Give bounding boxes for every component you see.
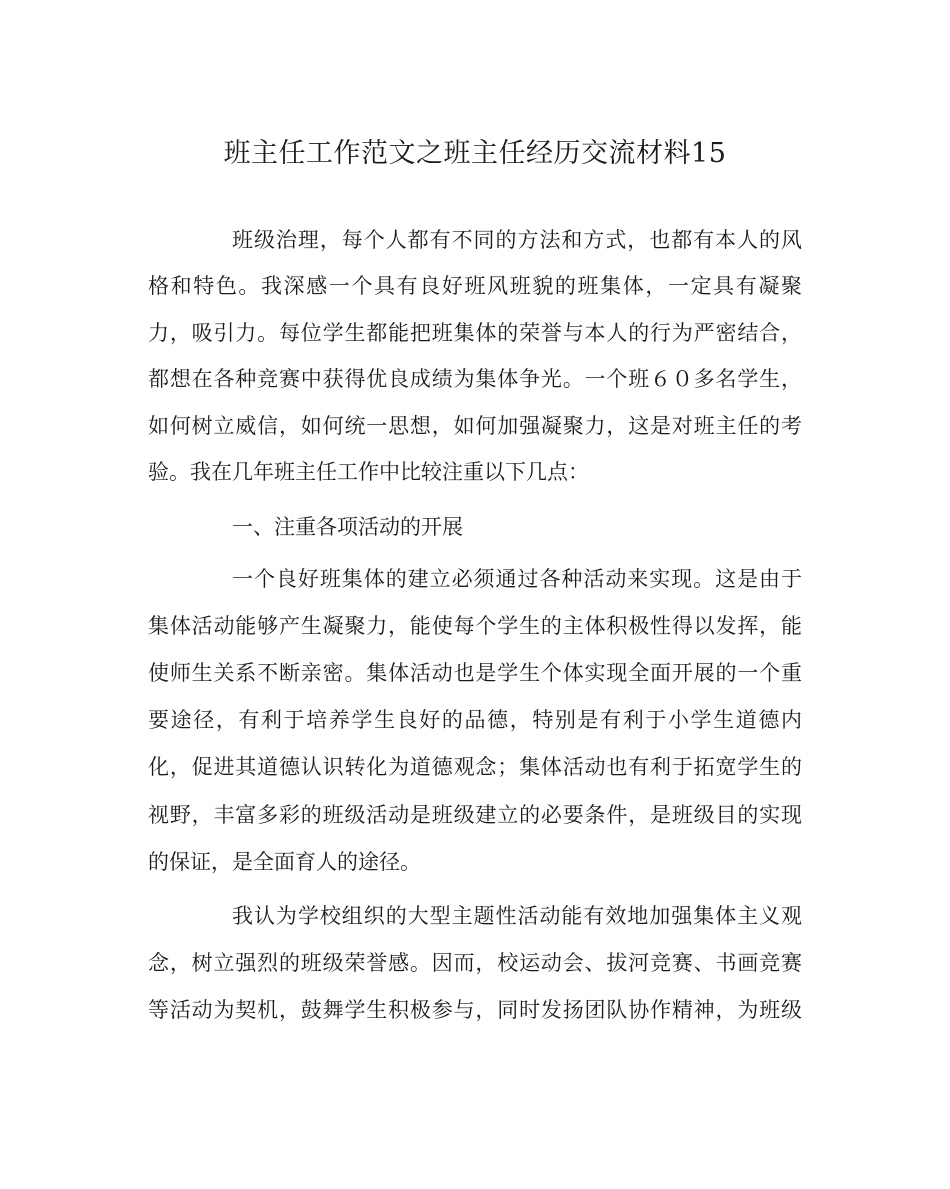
paragraph-line: 化，促进其道德认识转化为道德观念；集体活动也有利于拓宽学生的	[148, 755, 802, 779]
paragraph-line: 一个良好班集体的建立必须通过各种活动来实现。这是由于	[232, 567, 802, 591]
paragraph-line: 要途径，有利于培养学生良好的品德，特别是有利于小学生道德内	[148, 708, 802, 732]
document-title: 班主任工作范文之班主任经历交流材料15	[223, 138, 727, 169]
paragraph-line: 班级治理，每个人都有不同的方法和方式，也都有本人的风	[232, 228, 802, 252]
paragraph-line: 我认为学校组织的大型主题性活动能有效地加强集体主义观	[232, 904, 802, 928]
paragraph-line: 的保证，是全面育人的途径。	[148, 850, 421, 874]
paragraph-line: 念，树立强烈的班级荣誉感。因而，校运动会、拔河竞赛、书画竞赛	[148, 951, 802, 975]
paragraph-line: 格和特色。我深感一个具有良好班风班貌的班集体，一定具有凝聚	[148, 274, 802, 298]
paragraph-line: 力，吸引力。每位学生都能把班集体的荣誉与本人的行为严密结合，	[148, 321, 802, 345]
paragraph-line: 使师生关系不断亲密。集体活动也是学生个体实现全面开展的一个重	[148, 661, 802, 685]
paragraph-line: 验。我在几年班主任工作中比较注重以下几点：	[148, 460, 589, 484]
paragraph-line: 视野，丰富多彩的班级活动是班级建立的必要条件，是班级目的实现	[148, 803, 802, 827]
paragraph-line: 如何树立威信，如何统一思想，如何加强凝聚力，这是对班主任的考	[148, 414, 802, 438]
section-heading: 一、注重各项活动的开展	[232, 515, 463, 539]
paragraph-line: 等活动为契机，鼓舞学生积极参与，同时发扬团队协作精神，为班级	[148, 998, 802, 1022]
paragraph-line: 都想在各种竞赛中获得优良成绩为集体争光。一个班６０多名学生，	[148, 367, 802, 391]
paragraph-line: 集体活动能够产生凝聚力，能使每个学生的主体积极性得以发挥，能	[148, 614, 802, 638]
